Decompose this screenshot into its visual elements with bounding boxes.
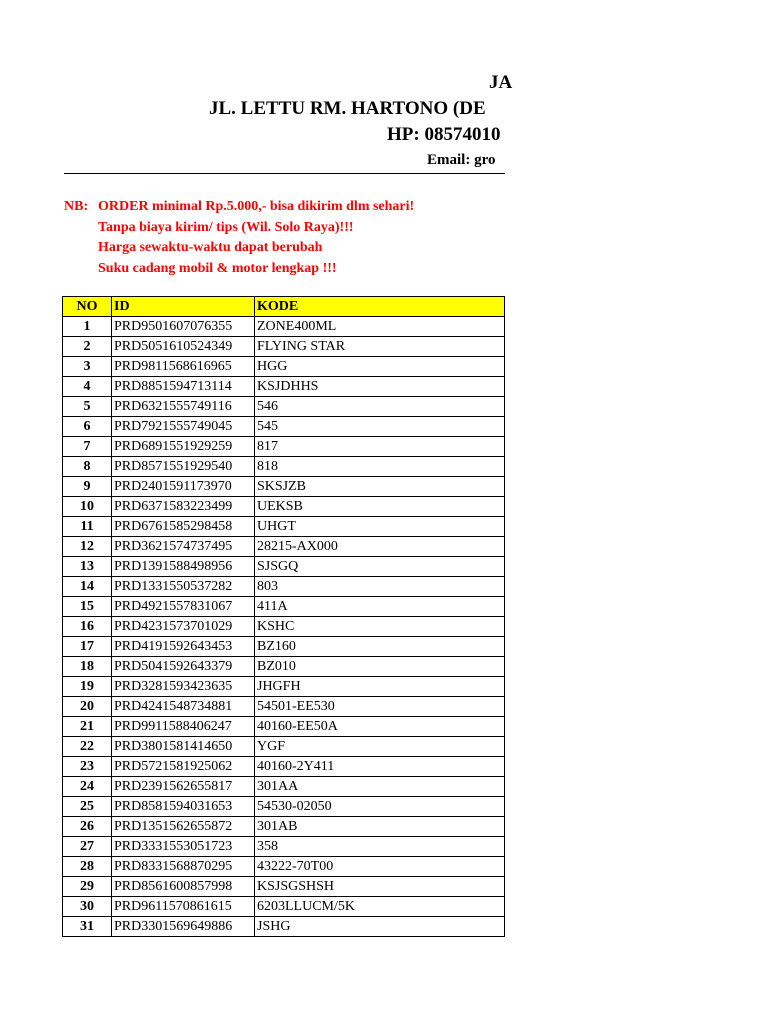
cell-kode: 28215-AX000 — [255, 537, 505, 557]
cell-no: 21 — [63, 717, 112, 737]
company-email: Email: gro — [427, 152, 496, 168]
column-header-no: NO — [63, 297, 112, 317]
cell-id: PRD8851594713114 — [112, 377, 255, 397]
cell-id: PRD3301569649886 — [112, 917, 255, 937]
cell-id: PRD3801581414650 — [112, 737, 255, 757]
cell-kode: FLYING STAR — [255, 337, 505, 357]
table-row — [63, 537, 505, 557]
cell-kode: JSHG — [255, 917, 505, 937]
table-row — [63, 777, 505, 797]
cell-no: 24 — [63, 777, 112, 797]
cell-no: 3 — [63, 357, 112, 377]
cell-id: PRD8561600857998 — [112, 877, 255, 897]
table-row — [63, 437, 505, 457]
cell-no: 15 — [63, 597, 112, 617]
table-row — [63, 397, 505, 417]
table-row — [63, 677, 505, 697]
table-row — [63, 917, 505, 937]
note-line — [64, 197, 504, 218]
cell-kode: 411A — [255, 597, 505, 617]
cell-kode: SJSGQ — [255, 557, 505, 577]
cell-no: 14 — [63, 577, 112, 597]
cell-kode: 803 — [255, 577, 505, 597]
cell-no: 5 — [63, 397, 112, 417]
cell-no: 31 — [63, 917, 112, 937]
cell-no: 20 — [63, 697, 112, 717]
cell-kode: 818 — [255, 457, 505, 477]
cell-no: 6 — [63, 417, 112, 437]
cell-id: PRD2391562655817 — [112, 777, 255, 797]
table-row — [63, 697, 505, 717]
column-header-id: ID — [112, 297, 255, 317]
table-row — [63, 457, 505, 477]
cell-kode: 546 — [255, 397, 505, 417]
cell-kode: KSJSGSHSH — [255, 877, 505, 897]
table-row — [63, 577, 505, 597]
cell-no: 17 — [63, 637, 112, 657]
cell-kode: 301AA — [255, 777, 505, 797]
table-row — [63, 557, 505, 577]
cell-kode: 6203LLUCM/5K — [255, 897, 505, 917]
table-row — [63, 797, 505, 817]
cell-id: PRD1391588498956 — [112, 557, 255, 577]
cell-id: PRD5051610524349 — [112, 337, 255, 357]
cell-no: 18 — [63, 657, 112, 677]
cell-id: PRD1331550537282 — [112, 577, 255, 597]
cell-kode: 358 — [255, 837, 505, 857]
table-row — [63, 477, 505, 497]
cell-id: PRD3621574737495 — [112, 537, 255, 557]
table-row — [63, 717, 505, 737]
cell-id: PRD1351562655872 — [112, 817, 255, 837]
cell-kode: SKSJZB — [255, 477, 505, 497]
cell-kode: 40160-2Y411 — [255, 757, 505, 777]
cell-id: PRD9811568616965 — [112, 357, 255, 377]
cell-id: PRD4191592643453 — [112, 637, 255, 657]
cell-id: PRD5041592643379 — [112, 657, 255, 677]
cell-id: PRD5721581925062 — [112, 757, 255, 777]
table-row — [63, 637, 505, 657]
cell-kode: 301AB — [255, 817, 505, 837]
note-text: Tanpa biaya kirim/ tips (Wil. Solo Raya)!!! — [98, 219, 354, 235]
table-row — [63, 497, 505, 517]
document-header — [64, 66, 513, 174]
cell-id: PRD4241548734881 — [112, 697, 255, 717]
cell-no: 7 — [63, 437, 112, 457]
cell-kode: UHGT — [255, 517, 505, 537]
table-row — [63, 897, 505, 917]
note-line — [64, 218, 504, 239]
table-row — [63, 817, 505, 837]
note-line — [64, 259, 504, 280]
cell-kode: BZ160 — [255, 637, 505, 657]
cell-no: 28 — [63, 857, 112, 877]
cell-kode: 545 — [255, 417, 505, 437]
cell-no: 11 — [63, 517, 112, 537]
cell-id: PRD6761585298458 — [112, 517, 255, 537]
company-phone: HP: 08574010 — [387, 124, 501, 145]
company-address: JL. LETTU RM. HARTONO (DE — [209, 98, 486, 119]
cell-id: PRD8331568870295 — [112, 857, 255, 877]
header-divider — [64, 173, 505, 174]
company-title: JA — [489, 72, 513, 93]
cell-no: 26 — [63, 817, 112, 837]
table-row — [63, 417, 505, 437]
cell-kode: 54501-EE530 — [255, 697, 505, 717]
table-row — [63, 877, 505, 897]
cell-kode: KSHC — [255, 617, 505, 637]
cell-kode: KSJDHHS — [255, 377, 505, 397]
cell-no: 4 — [63, 377, 112, 397]
table-row — [63, 357, 505, 377]
cell-id: PRD4921557831067 — [112, 597, 255, 617]
cell-kode: BZ010 — [255, 657, 505, 677]
cell-no: 9 — [63, 477, 112, 497]
product-table — [62, 296, 505, 937]
cell-no: 30 — [63, 897, 112, 917]
order-notes — [64, 197, 504, 279]
table-row — [63, 757, 505, 777]
cell-no: 12 — [63, 537, 112, 557]
table-row — [63, 337, 505, 357]
cell-kode: 54530-02050 — [255, 797, 505, 817]
table-row — [63, 857, 505, 877]
note-prefix: NB: — [64, 199, 89, 214]
cell-id: PRD9611570861615 — [112, 897, 255, 917]
cell-id: PRD4231573701029 — [112, 617, 255, 637]
cell-kode: 817 — [255, 437, 505, 457]
cell-no: 1 — [63, 317, 112, 337]
table-row — [63, 837, 505, 857]
cell-kode: UEKSB — [255, 497, 505, 517]
cell-id: PRD9911588406247 — [112, 717, 255, 737]
cell-no: 25 — [63, 797, 112, 817]
table-header-row — [63, 297, 505, 317]
note-text: Harga sewaktu-waktu dapat berubah — [98, 240, 323, 255]
table-row — [63, 517, 505, 537]
cell-kode: JHGFH — [255, 677, 505, 697]
cell-no: 2 — [63, 337, 112, 357]
cell-no: 10 — [63, 497, 112, 517]
cell-id: PRD6321555749116 — [112, 397, 255, 417]
table-row — [63, 597, 505, 617]
cell-no: 27 — [63, 837, 112, 857]
cell-no: 22 — [63, 737, 112, 757]
cell-no: 29 — [63, 877, 112, 897]
cell-kode: 40160-EE50A — [255, 717, 505, 737]
table-row — [63, 617, 505, 637]
cell-no: 8 — [63, 457, 112, 477]
cell-id: PRD8571551929540 — [112, 457, 255, 477]
cell-id: PRD6371583223499 — [112, 497, 255, 517]
table-body — [63, 317, 505, 937]
cell-kode: 43222-70T00 — [255, 857, 505, 877]
cell-id: PRD3281593423635 — [112, 677, 255, 697]
column-header-kode: KODE — [255, 297, 505, 317]
cell-id: PRD2401591173970 — [112, 477, 255, 497]
cell-no: 19 — [63, 677, 112, 697]
table-row — [63, 377, 505, 397]
table-row — [63, 657, 505, 677]
cell-id: PRD7921555749045 — [112, 417, 255, 437]
note-text: Suku cadang mobil & motor lengkap !!! — [98, 260, 337, 276]
cell-no: 23 — [63, 757, 112, 777]
cell-id: PRD9501607076355 — [112, 317, 255, 337]
table-row — [63, 737, 505, 757]
cell-kode: HGG — [255, 357, 505, 377]
cell-no: 13 — [63, 557, 112, 577]
cell-kode: ZONE400ML — [255, 317, 505, 337]
cell-kode: YGF — [255, 737, 505, 757]
cell-id: PRD8581594031653 — [112, 797, 255, 817]
table-row — [63, 317, 505, 337]
note-line — [64, 238, 504, 259]
cell-id: PRD6891551929259 — [112, 437, 255, 457]
cell-no: 16 — [63, 617, 112, 637]
cell-id: PRD3331553051723 — [112, 837, 255, 857]
note-text: ORDER minimal Rp.5.000,- bisa dikirim dlm sehari! — [98, 199, 415, 214]
